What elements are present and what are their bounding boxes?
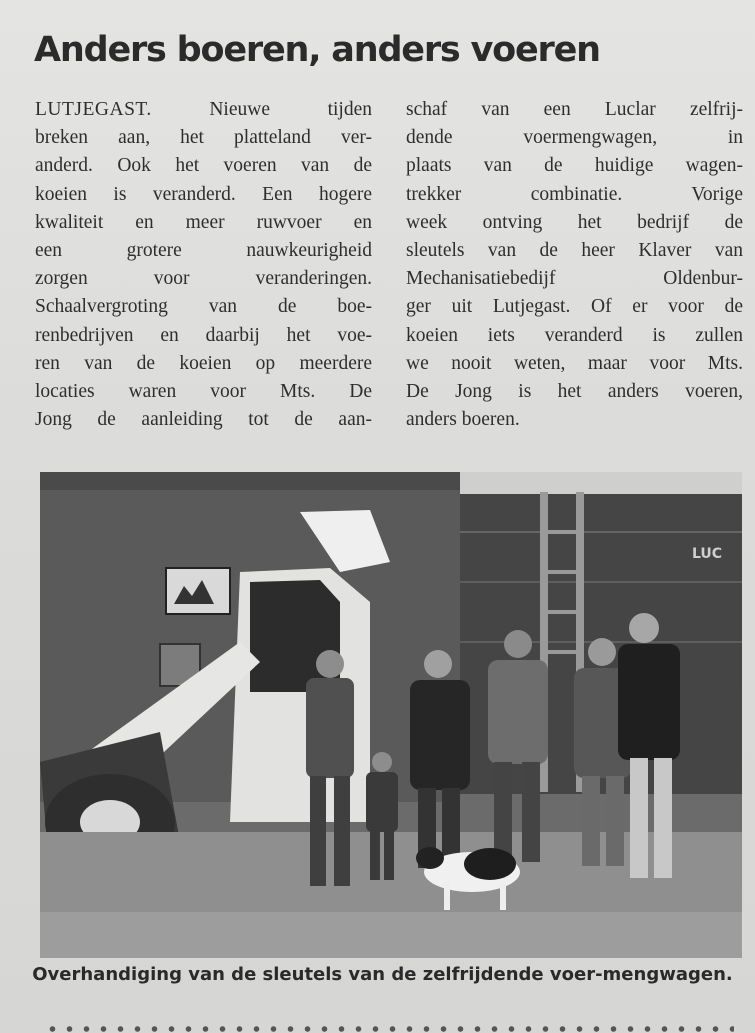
article-line: een grotere nauwkeurigheid	[35, 240, 372, 262]
article-line: zorgen voor veranderingen.	[35, 268, 372, 290]
headline: Anders boeren, anders voeren	[34, 30, 600, 70]
photo-caption: Overhandiging van de sleutels van de zelfrijdende voer-mengwagen.	[32, 964, 733, 985]
article-line: Schaalvergroting van de boe-	[35, 296, 372, 318]
article-line: koeien is veranderd. Een hogere	[35, 183, 372, 205]
dotted-divider	[44, 1024, 734, 1033]
article-line: Jong de aanleiding tot de aan-	[35, 409, 372, 431]
article-line: plaats van de huidige wagen-	[406, 155, 743, 177]
article-line: schaf van een Luclar zelfrij-	[406, 99, 743, 120]
article-line: Mechanisatiebedijf Oldenbur-	[406, 268, 743, 290]
article-column-right	[406, 96, 743, 434]
article-line: koeien iets veranderd is zullen	[406, 324, 743, 346]
article-line: De Jong is het anders voeren,	[406, 381, 743, 403]
article-line: trekker combinatie. Vorige	[406, 183, 743, 205]
truck-lettering: LUC	[692, 546, 723, 562]
article-line: week ontving het bedrijf de	[406, 211, 743, 233]
photo-illustration	[40, 472, 742, 958]
article-line: sleutels van de heer Klaver van	[406, 240, 743, 262]
article-line: anderd. Ook het voeren van de	[35, 155, 372, 177]
article-line: ren van de koeien op meerdere	[35, 352, 372, 374]
article-column-left	[35, 96, 372, 434]
article-line: we nooit weten, maar voor Mts.	[406, 352, 743, 374]
article-line: kwaliteit en meer ruwvoer en	[35, 211, 372, 233]
article-line: LUTJEGAST. Nieuwe tijden	[35, 99, 372, 120]
article-line: locaties waren voor Mts. De	[35, 381, 372, 403]
article-photo	[40, 472, 742, 958]
article-line: ger uit Lutjegast. Of er voor de	[406, 296, 743, 318]
dateline: LUTJEGAST.	[35, 99, 152, 120]
article-line: anders boeren.	[406, 409, 520, 431]
article-line: dende voermengwagen, in	[406, 127, 743, 149]
article-line: renbedrijven en daarbij het voe-	[35, 324, 372, 346]
article-line: breken aan, het platteland ver-	[35, 127, 372, 149]
